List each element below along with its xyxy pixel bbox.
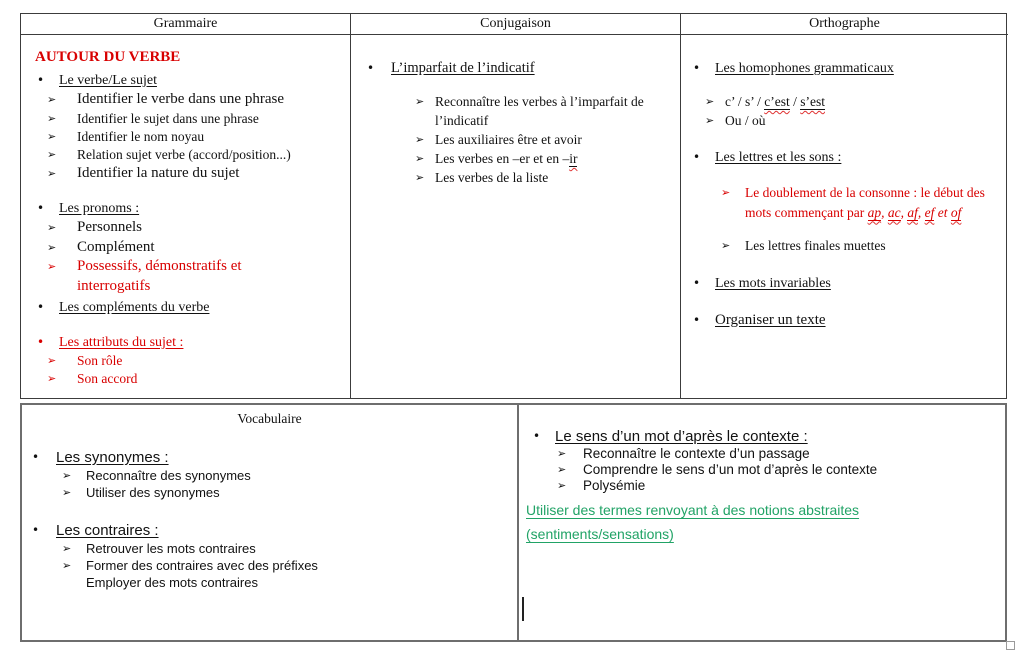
bullet-icon: • [693, 275, 701, 290]
item-text: Le doublement de la consonne : le début des mots commençant par [745, 185, 985, 220]
cell-conjugaison[interactable] [351, 35, 681, 398]
column-header-grammaire [21, 14, 351, 35]
prefix-example: ac [887, 204, 901, 220]
item-label: Identifier la nature du sujet [77, 164, 240, 181]
arrow-icon: ➢ [47, 129, 57, 143]
list-item [22, 574, 517, 591]
arrow-icon: ➢ [557, 463, 567, 476]
table-resize-handle[interactable] [1006, 641, 1015, 650]
item-text: / [789, 94, 801, 109]
arrow-icon: ➢ [62, 559, 72, 572]
arrow-icon: ➢ [47, 354, 57, 367]
bullet-icon: • [367, 61, 375, 75]
item-label: Possessifs, démonstratifs et interrogatifs [77, 258, 242, 294]
arrow-icon: ➢ [415, 95, 425, 108]
bullet-icon: • [37, 73, 45, 87]
prefix-example: ap [867, 204, 882, 220]
column-header-vocabulaire: Vocabulaire [237, 411, 302, 426]
arrow-icon: ➢ [62, 486, 72, 499]
arrow-icon: ➢ [62, 469, 72, 482]
arrow-icon: ➢ [557, 447, 567, 460]
list-item [22, 467, 517, 484]
item-label [745, 183, 1003, 222]
item-label: Reconnaître le contexte d’un passage [583, 446, 810, 461]
list-item [681, 311, 1008, 330]
arrow-icon: ➢ [47, 260, 57, 273]
column-header-orthographe [681, 14, 1008, 35]
list-item [21, 164, 350, 184]
topic-heading: Les homophones grammaticaux [715, 61, 894, 76]
arrow-icon: ➢ [705, 95, 715, 108]
list-item [681, 183, 1008, 222]
column-header-conjugaison [351, 14, 681, 35]
list-item [21, 333, 350, 352]
list-item [22, 521, 517, 540]
item-label: Identifier le sujet dans une phrase [77, 110, 259, 126]
item-label: Employer des mots contraires [86, 575, 258, 590]
item-label: Reconnaître des synonymes [86, 468, 251, 483]
arrow-icon: ➢ [721, 239, 731, 252]
arrow-icon: ➢ [62, 542, 72, 555]
list-item [21, 128, 350, 146]
topic-heading: Le verbe/Le sujet [59, 73, 157, 88]
arrow-icon: ➢ [47, 147, 57, 161]
bullet-icon: • [533, 429, 541, 443]
list-item [21, 218, 350, 238]
item-label: Identifier le verbe dans une phrase [77, 91, 284, 107]
list-item [519, 462, 1009, 478]
list-item [681, 148, 1008, 167]
arrow-icon: ➢ [415, 133, 425, 146]
item-text: , [917, 204, 925, 220]
cell-orthographe[interactable] [681, 35, 1008, 398]
prefix-example: of [950, 204, 962, 220]
item-label: Son rôle [77, 353, 123, 368]
arrow-icon: ➢ [557, 479, 567, 492]
topic-heading: Les contraires : [56, 522, 159, 539]
list-item [21, 71, 350, 90]
annotation-green-note: Utiliser des termes renvoyant à des notions abstraites (sentiments/sensations) [526, 502, 860, 542]
bullet-icon: • [37, 201, 45, 215]
list-item [21, 238, 350, 258]
arrow-icon: ➢ [705, 114, 715, 127]
list-item [351, 59, 680, 78]
item-text: , [900, 204, 908, 220]
item-text: c’ / s’ / [725, 94, 765, 109]
list-item [351, 168, 680, 187]
bullet-icon: • [693, 61, 701, 75]
list-item [21, 110, 350, 128]
arrow-icon: ➢ [47, 240, 57, 254]
topic-heading: L’imparfait de l’indicatif [391, 60, 535, 76]
spellcheck-word: s’est [800, 94, 825, 109]
list-item [351, 92, 680, 130]
list-item [22, 540, 517, 557]
item-label [725, 92, 825, 111]
list-item [681, 236, 1008, 256]
item-label: Utiliser des synonymes [86, 485, 220, 500]
item-label: Polysémie [583, 478, 646, 493]
item-text: Les verbes en –er et en – [435, 151, 570, 166]
list-item [519, 478, 1009, 494]
topic-heading: Les attributs du sujet : [59, 335, 184, 350]
arrow-icon: ➢ [47, 93, 57, 106]
topic-heading: Les mots invariables [715, 275, 831, 291]
curriculum-table-top [20, 13, 1007, 399]
topic-heading: Les lettres et les sons : [715, 150, 842, 165]
list-item [681, 59, 1008, 78]
item-label: Son accord [77, 371, 138, 386]
item-label: Former des contraires avec des préfixes [86, 558, 318, 573]
arrow-icon: ➢ [721, 186, 731, 199]
topic-heading: Le sens d’un mot d’après le contexte : [555, 428, 808, 445]
list-item [22, 557, 517, 574]
spellcheck-word: c’est [764, 94, 790, 109]
cell-grammaire[interactable] [21, 35, 351, 398]
item-label: Les verbes de la liste [435, 170, 549, 185]
item-label: Identifier le nom noyau [77, 128, 205, 144]
arrow-icon: ➢ [415, 171, 425, 184]
header-label: Grammaire [153, 16, 218, 31]
list-item [351, 130, 680, 149]
topic-heading: Organiser un texte [715, 311, 826, 328]
item-label: Ou / où [725, 113, 766, 128]
item-label: Retrouver les mots contraires [86, 541, 256, 556]
spellcheck-word: ir [569, 151, 578, 166]
curriculum-table-bottom [20, 403, 1007, 642]
list-item [22, 448, 517, 467]
cell-vocabulaire[interactable] [22, 405, 517, 640]
bullet-icon: • [32, 523, 40, 537]
item-label: Relation sujet verbe (accord/position...) [77, 146, 291, 162]
section-title-autour-du-verbe: AUTOUR DU VERBE [35, 49, 181, 65]
list-item [21, 146, 350, 164]
header-label: Conjugaison [480, 16, 551, 31]
item-label: Reconnaître les verbes à l’imparfait de l’indicatif [435, 94, 644, 128]
list-item [519, 427, 1009, 446]
bullet-icon: • [693, 150, 701, 164]
cell-sens-du-mot[interactable] [517, 405, 1009, 640]
list-item [681, 92, 1008, 111]
list-item [351, 149, 680, 168]
prefix-example: ef [924, 204, 935, 220]
prefix-example: af [907, 204, 918, 220]
arrow-icon: ➢ [47, 111, 57, 125]
header-label: Orthographe [809, 16, 880, 31]
arrow-icon: ➢ [47, 372, 57, 385]
list-item [22, 484, 517, 501]
item-label: Complément [77, 238, 155, 255]
list-item [21, 370, 350, 388]
list-item [21, 90, 350, 110]
list-item [21, 298, 350, 317]
item-label: Les auxiliaires être et avoir [435, 132, 582, 147]
item-text: , [881, 204, 888, 220]
bullet-icon: • [37, 300, 45, 314]
item-text: et [934, 204, 951, 220]
list-item [681, 111, 1008, 130]
topic-heading: Les pronoms : [59, 201, 140, 216]
arrow-icon: ➢ [47, 221, 57, 234]
arrow-icon: ➢ [415, 152, 425, 165]
bullet-icon: • [693, 312, 701, 327]
bullet-icon: • [37, 335, 45, 349]
text-cursor-caret [522, 597, 524, 621]
list-item [21, 257, 350, 296]
topic-heading: Les compléments du verbe [59, 300, 210, 315]
item-label: Les lettres finales muettes [745, 238, 886, 253]
list-item [681, 274, 1008, 293]
item-label: Personnels [77, 219, 142, 235]
item-label [435, 149, 577, 168]
topic-heading: Les synonymes : [56, 449, 169, 466]
item-label: Comprendre le sens d’un mot d’après le contexte [583, 462, 878, 477]
list-item [21, 352, 350, 370]
bullet-icon: • [32, 450, 40, 464]
arrow-icon: ➢ [47, 166, 57, 180]
list-item [519, 446, 1009, 462]
list-item [21, 199, 350, 218]
